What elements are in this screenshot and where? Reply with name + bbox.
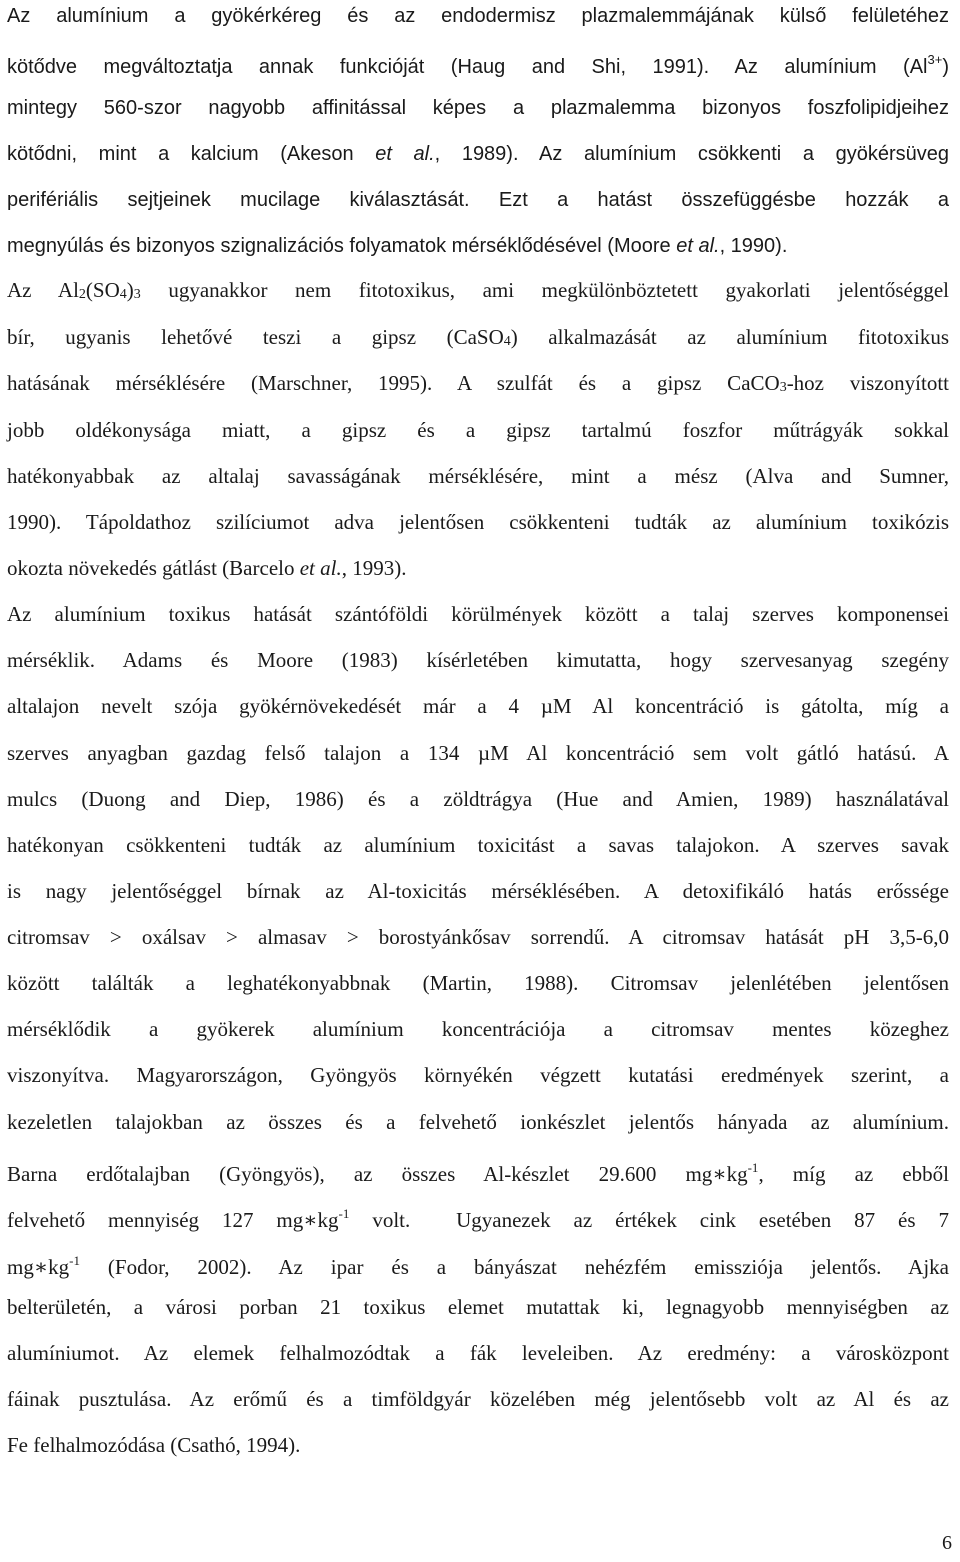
text-segment: ∗ [712, 1162, 727, 1186]
text-segment: et al. [676, 235, 720, 257]
text-line [7, 1153, 949, 1186]
text-segment: et al. [375, 143, 435, 165]
text-line [7, 645, 949, 675]
text-segment: felvehető mennyiség 127 mg [7, 1208, 304, 1232]
text-segment: -hoz viszonyított [786, 371, 949, 395]
text-segment: mg [7, 1255, 34, 1279]
text-line [7, 830, 949, 860]
text-line [7, 0, 949, 30]
text-segment: kötődni, mint a kalcium (Akeson [7, 143, 376, 165]
text-line [7, 275, 949, 305]
text-segment: , míg az ebből [758, 1162, 949, 1186]
text-segment: mulcs (Duong and Diep, 1986) és a zöldtrágya (Hue and Amien, 1989) használatával [7, 787, 949, 811]
text-segment: hatékonyan csökkenteni tudták az alumínium toxicitást a savas talajokon. A szerves savak [7, 833, 949, 857]
text-line [7, 1430, 949, 1460]
text-line [7, 553, 949, 583]
text-segment: , 1989). Az alumínium csökkenti a gyökérsüveg [434, 143, 949, 165]
text-segment: jobb oldékonysága miatt, a gipsz és a gipsz tartalmú foszfor műtrágyák sokkal [7, 418, 949, 442]
text-line [7, 92, 949, 122]
text-segment: szerves anyagban gazdag felső talajon a 134 µM Al koncentráció sem volt gátló hatású. A [7, 741, 949, 765]
text-segment: et al. [299, 556, 342, 580]
text-segment: , 1993). [341, 556, 407, 580]
text-segment: , 1990). [719, 235, 788, 257]
text-line [7, 1107, 949, 1137]
text-segment: alumíniumot. Az elemek felhalmozódtak a fák leveleiben. Az eredmény: a városközpont [7, 1341, 949, 1365]
text-segment: Fe felhalmozódása (Csathó, 1994). [7, 1433, 301, 1457]
text-segment: ) alkalmazását az alumínium fitotoxikus [510, 325, 949, 349]
text-line [7, 922, 949, 952]
text-line [7, 691, 949, 721]
page-number: 6 [942, 1532, 952, 1554]
text-segment: mérséklik. Adams és Moore (1983) kísérletében kimutatta, hogy szervesanyag szegény [7, 648, 949, 672]
text-segment: kezeletlen talajokban az összes és a felvehető ionkészlet jelentős hányada az alumínium. [7, 1110, 949, 1134]
text-line [7, 599, 949, 629]
text-line [7, 738, 949, 768]
text-line [7, 1338, 949, 1368]
text-segment: viszonyítva. Magyarországon, Gyöngyös környékén végzett kutatási eredmények szerint, a [7, 1063, 949, 1087]
text-line [7, 461, 949, 491]
text-segment: hatásának mérséklésére (Marschner, 1995). A szulfát és a gipsz CaCO [7, 371, 780, 395]
text-line [7, 415, 949, 445]
text-segment: kg [317, 1208, 339, 1232]
text-segment: (SO [85, 278, 120, 302]
superscript: 3+ [927, 52, 943, 67]
text-line [7, 1292, 949, 1322]
text-segment: kötődve megváltoztatja annak funkcióját (Haug and Shi, 1991). Az alumínium (Al [7, 56, 928, 78]
text-line [7, 368, 949, 398]
superscript: -1 [338, 1206, 350, 1221]
text-segment: bír, ugyanis lehetővé teszi a gipsz (CaSO [7, 325, 504, 349]
text-segment: citromsav > oxálsav > almasav > borostyánkősav sorrendű. A citromsav hatását pH 3,5-6,0 [7, 925, 949, 949]
text-segment: kg [48, 1255, 70, 1279]
text-segment: között találták a leghatékonyabbnak (Martin, 1988). Citromsav jelenlétében jelentősen [7, 971, 949, 995]
text-line [7, 322, 949, 352]
text-line [7, 1246, 949, 1279]
subscript: 3 [779, 380, 787, 395]
text-segment: ∗ [303, 1208, 318, 1232]
text-segment: fáinak pusztulása. Az erőmű és a timföldgyár közelében még jelentősebb volt az Al és az [7, 1387, 949, 1411]
text-line [7, 968, 949, 998]
text-line [7, 507, 949, 537]
text-segment: volt. Ugyanezek az értékek cink esetében 87 és 7 [349, 1208, 949, 1232]
text-line [7, 1199, 949, 1232]
text-segment: hatékonyabbak az altalaj savasságának mérséklésére, mint a mész (Alva and Sumner, [7, 464, 949, 488]
text-segment: ) [126, 278, 134, 302]
superscript: -1 [69, 1253, 80, 1268]
text-segment: 1990). Tápoldathoz szilíciumot adva jelentősen csökkenteni tudták az alumínium toxikózis [7, 510, 949, 534]
text-line [7, 184, 949, 214]
subscript: 4 [503, 334, 511, 349]
superscript: -1 [747, 1160, 759, 1175]
text-segment: ugyanakkor nem fitotoxikus, ami megkülönböztetett gyakorlati jelentőséggel [140, 278, 949, 302]
text-segment: Barna erdőtalajban (Gyöngyös), az összes Al-készlet 29.600 mg [7, 1162, 713, 1186]
text-segment: Az alumínium a gyökérkéreg és az endodermisz plazmalemmájának külső felületéhez [7, 5, 949, 27]
text-line [7, 138, 949, 168]
text-segment: megnyúlás és bizonyos szignalizációs folyamatok mérséklődésével (Moore [7, 235, 677, 257]
text-segment: Az alumínium toxikus hatását szántóföldi körülmények között a talaj szerves komponensei [7, 602, 949, 626]
text-segment: altalajon nevelt szója gyökérnövekedését már a 4 µM Al koncentráció is gátolta, míg a [7, 694, 949, 718]
text-segment: ) [942, 56, 949, 78]
text-line [7, 1060, 949, 1090]
text-line [7, 1014, 949, 1044]
text-segment: okozta növekedés gátlást (Barcelo [7, 556, 300, 580]
text-segment: Az Al [7, 278, 79, 302]
text-segment: kg [726, 1162, 748, 1186]
text-line [7, 784, 949, 814]
text-line [7, 230, 949, 260]
text-segment: (Fodor, 2002). Az ipar és a bányászat nehézfém emissziója jelentős. Ajka [79, 1255, 949, 1279]
text-segment: mérséklődik a gyökerek alumínium koncentrációja a citromsav mentes közeghez [7, 1017, 949, 1041]
text-line [7, 45, 949, 78]
subscript: 3 [133, 287, 141, 302]
text-line [7, 1384, 949, 1414]
text-segment: is nagy jelentőséggel bírnak az Al-toxicitás mérséklésében. A detoxifikáló hatás erőssége [7, 879, 949, 903]
text-segment: perifériális sejtjeinek mucilage kiválasztását. Ezt a hatást összefüggésbe hozzák a [7, 189, 949, 211]
text-segment: ∗ [33, 1255, 49, 1279]
subscript: 2 [78, 287, 86, 302]
text-line [7, 876, 949, 906]
subscript: 4 [119, 287, 127, 302]
text-segment: belterületén, a városi porban 21 toxikus elemet mutattak ki, legnagyobb mennyiségben az [7, 1295, 949, 1319]
text-segment: mintegy 560-szor nagyobb affinitással képes a plazmalemma bizonyos foszfolipidjeihez [7, 97, 949, 119]
